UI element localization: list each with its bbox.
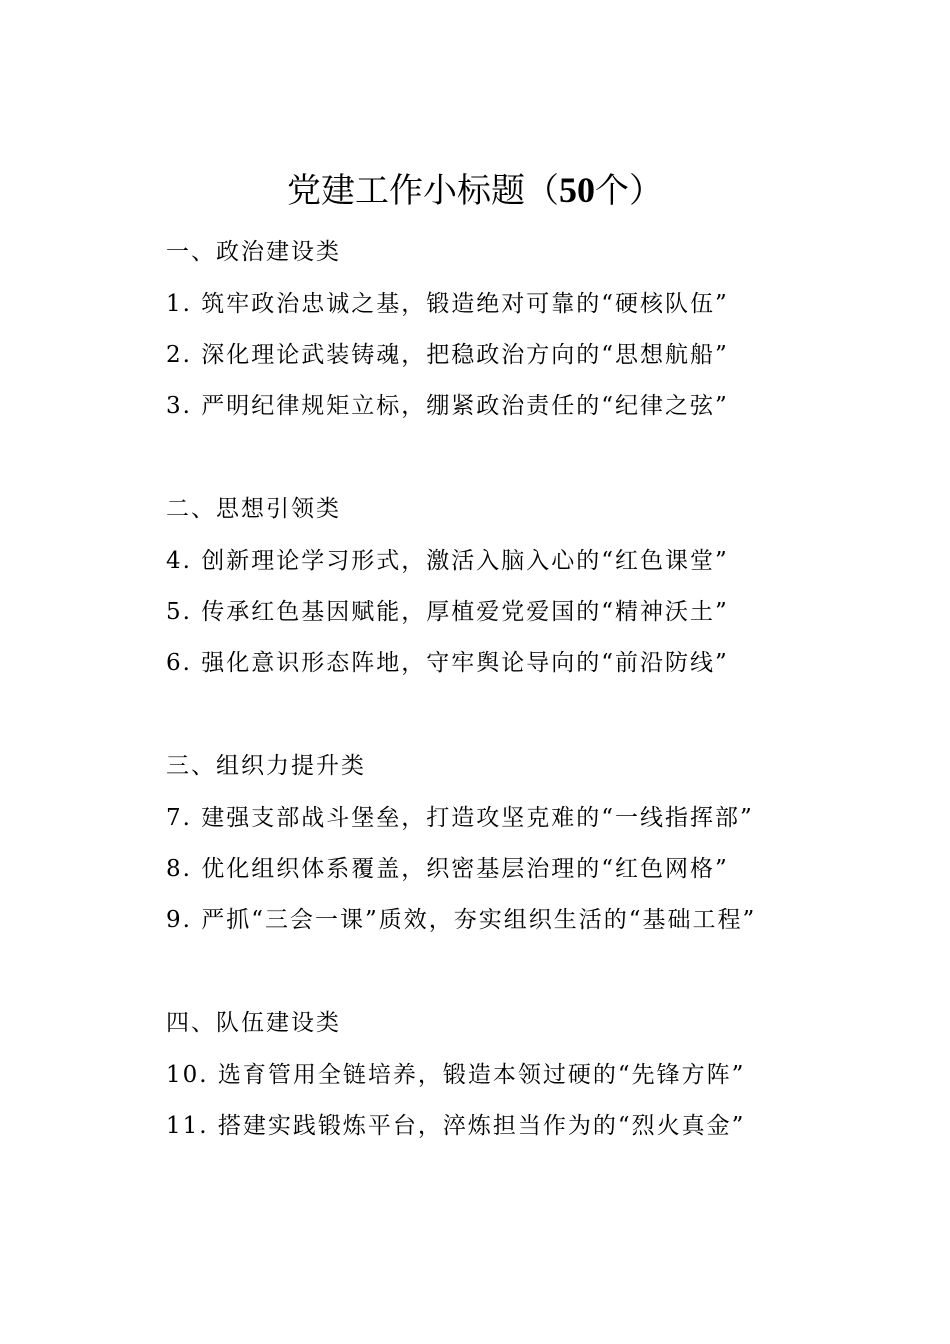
section-heading-ideology: 二、思想引领类 [166, 496, 341, 522]
list-item-11: 11. 搭建实践锻炼平台，淬炼担当作为的“烈火真金” [166, 1113, 746, 1139]
list-item-6: 6. 强化意识形态阵地，守牢舆论导向的“前沿防线” [166, 650, 729, 676]
document-title [0, 160, 950, 221]
list-item-3: 3. 严明纪律规矩立标，绷紧政治责任的“纪律之弦” [166, 393, 729, 419]
title-main: 党建工作小标题（ [287, 171, 559, 211]
section-heading-team: 四、队伍建设类 [166, 1010, 341, 1036]
list-item-4: 4. 创新理论学习形式，激活入脑入心的“红色课堂” [166, 548, 729, 574]
list-item-7: 7. 建强支部战斗堡垒，打造攻坚克难的“一线指挥部” [166, 805, 754, 831]
list-item-1: 1. 筑牢政治忠诚之基，锻造绝对可靠的“硬核队伍” [166, 291, 729, 317]
list-item-9: 9. 严抓“三会一课”质效，夯实组织生活的“基础工程” [166, 907, 757, 933]
list-item-10: 10. 选育管用全链培养，锻造本领过硬的“先锋方阵” [166, 1062, 746, 1088]
title-end: 个） [595, 171, 663, 211]
section-heading-political: 一、政治建设类 [166, 239, 341, 265]
list-item-2: 2. 深化理论武装铸魂，把稳政治方向的“思想航船” [166, 342, 729, 368]
title-number: 50 [559, 170, 595, 210]
section-heading-organization: 三、组织力提升类 [166, 753, 366, 779]
list-item-5: 5. 传承红色基因赋能，厚植爱党爱国的“精神沃土” [166, 599, 729, 625]
list-item-8: 8. 优化组织体系覆盖，织密基层治理的“红色网格” [166, 856, 729, 882]
